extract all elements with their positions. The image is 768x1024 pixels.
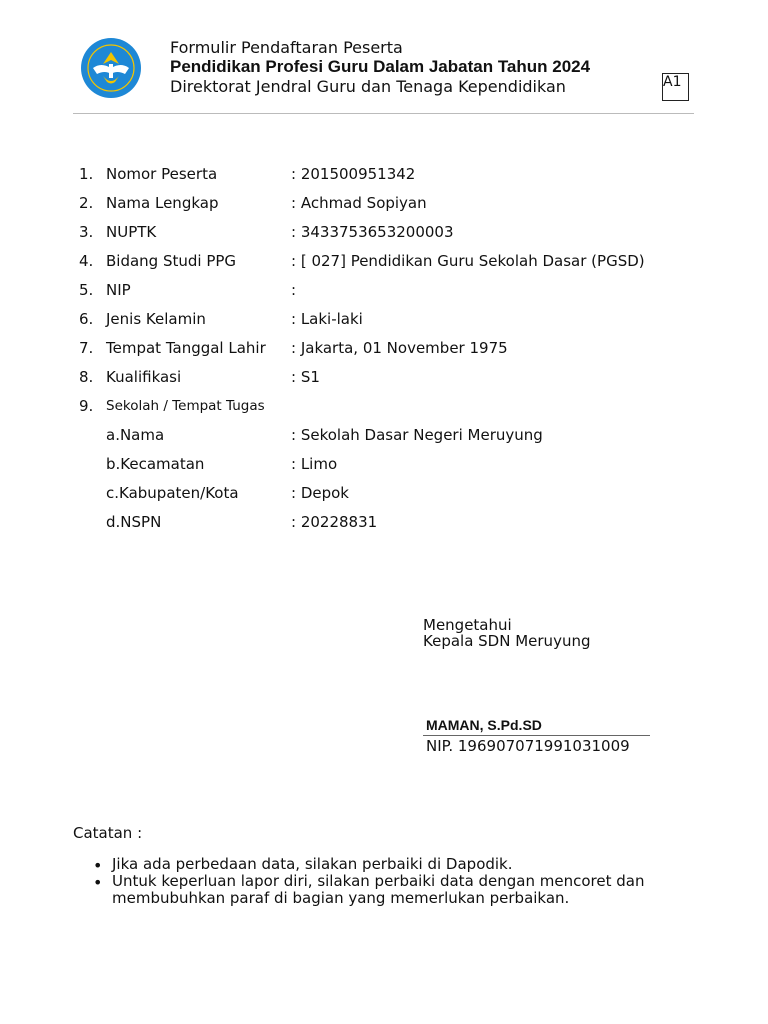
field-value: : 3433753653200003: [291, 223, 454, 241]
notes-list: [93, 856, 693, 907]
field-number: 8.: [79, 368, 94, 386]
field-value: : Achmad Sopiyan: [291, 194, 427, 212]
bullet-icon: •: [93, 873, 103, 892]
field-number: 7.: [79, 339, 94, 357]
field-label: Bidang Studi PPG: [106, 252, 237, 270]
field-label: Kualifikasi: [106, 368, 182, 386]
field-number: 4.: [79, 252, 94, 270]
issuer-name: Direktorat Jendral Guru dan Tenaga Kependidikan: [170, 77, 566, 96]
school-label: b.Kecamatan: [106, 455, 205, 473]
field-label: Jenis Kelamin: [106, 310, 206, 328]
signature-name: MAMAN, S.Pd.SD: [426, 717, 542, 733]
field-number: 1.: [79, 165, 94, 183]
signature-position: Kepala SDN Meruyung: [423, 632, 591, 650]
form-title: Pendidikan Profesi Guru Dalam Jabatan Tahun 2024: [170, 57, 591, 76]
field-number: 3.: [79, 223, 94, 241]
bullet-icon: •: [93, 856, 103, 875]
header-divider: [73, 113, 694, 114]
field-label: Nama Lengkap: [106, 194, 219, 212]
school-label: d.NSPN: [106, 513, 162, 531]
note-item: [93, 873, 693, 907]
field-number: 5.: [79, 281, 94, 299]
field-number: 9.: [79, 397, 94, 415]
notes-label: Catatan :: [73, 824, 143, 842]
form-subtitle: Formulir Pendaftaran Peserta: [170, 38, 403, 57]
note-text: Jika ada perbedaan data, silakan perbaiki di Dapodik.: [112, 855, 513, 873]
signature-underline: [423, 735, 650, 736]
signature-title: Mengetahui: [423, 616, 512, 634]
note-item: [93, 856, 693, 873]
field-number: 2.: [79, 194, 94, 212]
field-label: NIP: [106, 281, 131, 299]
field-value: : Jakarta, 01 November 1975: [291, 339, 508, 357]
school-label: a.Nama: [106, 426, 165, 444]
field-value: :: [291, 281, 297, 299]
signature-nip: NIP. 196907071991031009: [426, 737, 630, 755]
field-value: : Laki-laki: [291, 310, 363, 328]
school-label: c.Kabupaten/Kota: [106, 484, 239, 502]
field-value: : S1: [291, 368, 320, 386]
school-value: : 20228831: [291, 513, 378, 531]
field-label: Tempat Tanggal Lahir: [106, 339, 266, 357]
note-text: Untuk keperluan lapor diri, silakan perbaiki data dengan mencoret dan membubuhkan paraf di bagian yang memerlukan perbaikan.: [112, 872, 645, 907]
form-code: A1: [663, 74, 682, 90]
field-label: NUPTK: [106, 223, 157, 241]
field-value: : 201500951342: [291, 165, 416, 183]
tut-wuri-handayani-logo-icon: [79, 38, 143, 98]
form-code-box: [662, 73, 689, 101]
school-value: : Depok: [291, 484, 349, 502]
field-number: 6.: [79, 310, 94, 328]
field-label: Sekolah / Tempat Tugas: [106, 398, 265, 414]
field-value: : [ 027] Pendidikan Guru Sekolah Dasar (PGSD): [291, 252, 645, 270]
school-value: : Limo: [291, 455, 338, 473]
school-value: : Sekolah Dasar Negeri Meruyung: [291, 426, 543, 444]
field-label: Nomor Peserta: [106, 165, 218, 183]
